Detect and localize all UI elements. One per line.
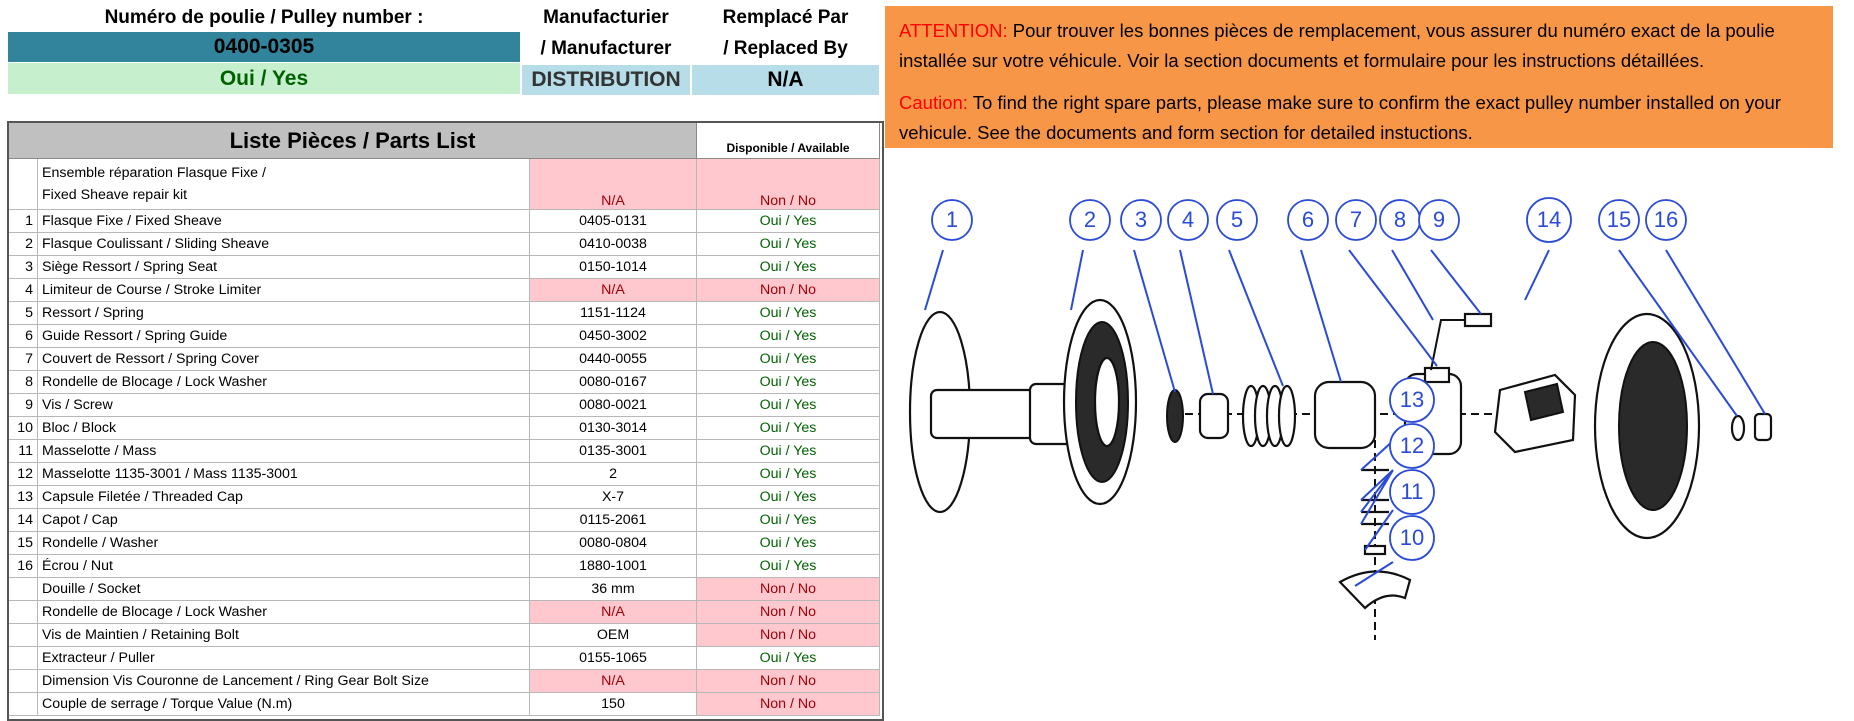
svg-text:9: 9 <box>1432 206 1446 232</box>
availability: Oui / Yes <box>697 463 880 486</box>
callout-1 <box>932 200 972 240</box>
row-number <box>9 624 38 647</box>
table-row <box>9 417 880 440</box>
callout-9 <box>1419 200 1459 240</box>
pulley-status: Oui / Yes <box>8 63 520 94</box>
pulley-number-value: 0400-0305 <box>8 32 520 62</box>
manufacturer-label-line1: Manufacturier <box>543 7 669 28</box>
table-row <box>9 210 880 233</box>
part-number: N/A <box>530 279 697 302</box>
row-number <box>9 647 38 670</box>
availability: Oui / Yes <box>697 394 880 417</box>
part-description: Couvert de Ressort / Spring Cover <box>38 348 530 371</box>
part-description: Masselotte / Mass <box>38 440 530 463</box>
repair-kit-availability: Non / No <box>697 159 880 210</box>
callout-14 <box>1527 198 1571 242</box>
row-number: 9 <box>9 394 38 417</box>
availability: Oui / Yes <box>697 417 880 440</box>
table-row <box>9 486 880 509</box>
svg-text:14: 14 <box>1536 206 1562 232</box>
part-description: Vis / Screw <box>38 394 530 417</box>
part-block <box>1495 375 1575 452</box>
part-description: Guide Ressort / Spring Guide <box>38 325 530 348</box>
availability: Oui / Yes <box>697 532 880 555</box>
svg-text:6: 6 <box>1301 206 1315 232</box>
available-column-header: Disponible / Available <box>697 123 880 159</box>
part-lock-washer <box>1431 320 1465 370</box>
row-number: 4 <box>9 279 38 302</box>
part-spring-seat <box>1167 390 1183 442</box>
availability: Oui / Yes <box>697 348 880 371</box>
svg-text:1: 1 <box>945 206 959 232</box>
part-number: N/A <box>530 670 697 693</box>
callout-8 <box>1380 200 1420 240</box>
callout-3 <box>1121 200 1161 240</box>
exploded-pulley-diagram <box>885 170 1832 700</box>
part-description: Couple de serrage / Torque Value (N.m) <box>38 693 530 716</box>
table-row <box>9 670 880 693</box>
part-number: N/A <box>530 601 697 624</box>
callout-4 <box>1168 200 1208 240</box>
row-number: 14 <box>9 509 38 532</box>
svg-text:2: 2 <box>1083 206 1097 232</box>
notice-french <box>899 16 1819 76</box>
row-number <box>9 670 38 693</box>
availability: Oui / Yes <box>697 371 880 394</box>
part-number: OEM <box>530 624 697 647</box>
row-number: 5 <box>9 302 38 325</box>
part-description: Rondelle / Washer <box>38 532 530 555</box>
part-description: Extracteur / Puller <box>38 647 530 670</box>
row-number: 11 <box>9 440 38 463</box>
repair-kit-line2: Fixed Sheave repair kit <box>42 187 188 203</box>
availability: Non / No <box>697 601 880 624</box>
manufacturer-label-line2: / Manufacturer <box>540 38 672 59</box>
callout-16 <box>1646 200 1686 240</box>
table-row <box>9 348 880 371</box>
notice-english <box>899 88 1819 148</box>
parts-list-title: Liste Pièces / Parts List <box>9 123 697 159</box>
part-number: 0130-3014 <box>530 417 697 440</box>
part-description: Capot / Cap <box>38 509 530 532</box>
part-screw <box>1465 314 1491 326</box>
table-row <box>9 256 880 279</box>
part-number: 2 <box>530 463 697 486</box>
table-row <box>9 371 880 394</box>
repair-kit-description <box>38 159 530 210</box>
callout-2 <box>1070 200 1110 240</box>
availability: Oui / Yes <box>697 210 880 233</box>
part-description: Dimension Vis Couronne de Lancement / Ring Gear Bolt Size <box>38 670 530 693</box>
table-row <box>9 279 880 302</box>
replaced-by-label-line2: / Replaced By <box>723 38 848 59</box>
notice-english-text: To find the right spare parts, please make sure to confirm the exact pulley number installed on your vehicule. See the documents and form section for detailed instuctions. <box>899 92 1781 143</box>
availability: Oui / Yes <box>697 486 880 509</box>
part-spring <box>1243 386 1295 446</box>
part-spring-guide <box>1315 382 1375 448</box>
callout-13 <box>1390 378 1434 422</box>
availability: Oui / Yes <box>697 233 880 256</box>
part-number: 0155-1065 <box>530 647 697 670</box>
part-number: 0150-1014 <box>530 256 697 279</box>
row-number: 16 <box>9 555 38 578</box>
row-number: 13 <box>9 486 38 509</box>
parts-list-table <box>8 122 880 716</box>
availability: Oui / Yes <box>697 302 880 325</box>
availability: Non / No <box>697 693 880 716</box>
callout-12 <box>1390 424 1434 468</box>
row-number: 12 <box>9 463 38 486</box>
table-row <box>9 302 880 325</box>
part-description: Rondelle de Blocage / Lock Washer <box>38 601 530 624</box>
part-description: Rondelle de Blocage / Lock Washer <box>38 371 530 394</box>
table-row <box>9 463 880 486</box>
pulley-number-label: Numéro de poulie / Pulley number : <box>104 7 424 28</box>
part-description: Siège Ressort / Spring Seat <box>38 256 530 279</box>
svg-text:15: 15 <box>1606 206 1632 232</box>
callout-10 <box>1390 516 1434 560</box>
row-number: 10 <box>9 417 38 440</box>
part-cap <box>1595 314 1699 538</box>
table-row <box>9 440 880 463</box>
svg-text:5: 5 <box>1230 206 1244 232</box>
part-sliding-sheave <box>1064 300 1136 504</box>
table-row <box>9 693 880 716</box>
row-number <box>9 159 38 210</box>
table-row <box>9 509 880 532</box>
svg-text:13: 13 <box>1399 386 1425 412</box>
part-nut <box>1755 414 1771 440</box>
attention-notice <box>885 6 1833 148</box>
availability: Non / No <box>697 279 880 302</box>
svg-text:16: 16 <box>1653 206 1679 232</box>
row-number: 15 <box>9 532 38 555</box>
part-description: Masselotte 1135-3001 / Mass 1135-3001 <box>38 463 530 486</box>
part-description: Écrou / Nut <box>38 555 530 578</box>
part-description: Flasque Fixe / Fixed Sheave <box>38 210 530 233</box>
notice-french-text: Pour trouver les bonnes pièces de remplacement, vous assurer du numéro exact de la poulie installée sur votre véhicule. Voir la section documents et formulaire pour les instructions détaillées. <box>899 20 1775 71</box>
table-row <box>9 624 880 647</box>
part-description: Vis de Maintien / Retaining Bolt <box>38 624 530 647</box>
callout-6 <box>1288 200 1328 240</box>
callout-7 <box>1336 200 1376 240</box>
svg-text:11: 11 <box>1400 478 1424 504</box>
part-number: 36 mm <box>530 578 697 601</box>
part-washer <box>1732 416 1744 440</box>
notice-english-label: Caution: <box>899 92 968 113</box>
row-number: 7 <box>9 348 38 371</box>
availability: Non / No <box>697 578 880 601</box>
part-description: Limiteur de Course / Stroke Limiter <box>38 279 530 302</box>
svg-text:8: 8 <box>1393 206 1407 232</box>
availability: Oui / Yes <box>697 325 880 348</box>
part-number: 0450-3002 <box>530 325 697 348</box>
availability: Oui / Yes <box>697 509 880 532</box>
repair-kit-part-number: N/A <box>530 159 697 210</box>
svg-text:7: 7 <box>1349 206 1363 232</box>
part-number: 150 <box>530 693 697 716</box>
part-number: 0115-2061 <box>530 509 697 532</box>
repair-kit-line1: Ensemble réparation Flasque Fixe / <box>42 165 266 181</box>
part-number: 0080-0021 <box>530 394 697 417</box>
replaced-by-label-line1: Remplacé Par <box>722 7 849 28</box>
table-row <box>9 532 880 555</box>
part-number: 1151-1124 <box>530 302 697 325</box>
row-number: 6 <box>9 325 38 348</box>
part-number: 0135-3001 <box>530 440 697 463</box>
table-row <box>9 233 880 256</box>
part-number: 1880-1001 <box>530 555 697 578</box>
row-number <box>9 578 38 601</box>
availability: Non / No <box>697 624 880 647</box>
part-description: Capsule Filetée / Threaded Cap <box>38 486 530 509</box>
part-number: 0080-0804 <box>530 532 697 555</box>
table-row <box>9 325 880 348</box>
svg-text:4: 4 <box>1181 206 1195 232</box>
part-number: 0410-0038 <box>530 233 697 256</box>
row-number <box>9 601 38 624</box>
callout-5 <box>1217 200 1257 240</box>
row-number: 2 <box>9 233 38 256</box>
svg-text:3: 3 <box>1134 206 1148 232</box>
svg-text:12: 12 <box>1399 432 1425 458</box>
row-number: 3 <box>9 256 38 279</box>
table-row <box>9 601 880 624</box>
part-description: Ressort / Spring <box>38 302 530 325</box>
callout-15 <box>1599 200 1639 240</box>
availability: Non / No <box>697 670 880 693</box>
svg-text:10: 10 <box>1399 524 1425 550</box>
row-number: 8 <box>9 371 38 394</box>
repair-kit-row <box>9 159 880 210</box>
notice-french-label: ATTENTION: <box>899 20 1008 41</box>
part-number: 0080-0167 <box>530 371 697 394</box>
part-stroke-limiter <box>1200 394 1228 438</box>
row-number: 1 <box>9 210 38 233</box>
part-number: 0405-0131 <box>530 210 697 233</box>
availability: Oui / Yes <box>697 647 880 670</box>
availability: Oui / Yes <box>697 256 880 279</box>
part-description: Flasque Coulissant / Sliding Sheave <box>38 233 530 256</box>
availability: Oui / Yes <box>697 440 880 463</box>
part-description: Bloc / Block <box>38 417 530 440</box>
part-description: Douille / Socket <box>38 578 530 601</box>
callout-11 <box>1390 470 1434 514</box>
table-row <box>9 578 880 601</box>
table-row <box>9 647 880 670</box>
part-number: X-7 <box>530 486 697 509</box>
replaced-by-value: N/A <box>692 65 879 95</box>
availability: Oui / Yes <box>697 555 880 578</box>
table-row <box>9 555 880 578</box>
manufacturer-value: DISTRIBUTION <box>522 65 690 95</box>
part-number: 0440-0055 <box>530 348 697 371</box>
row-number <box>9 693 38 716</box>
table-row <box>9 394 880 417</box>
